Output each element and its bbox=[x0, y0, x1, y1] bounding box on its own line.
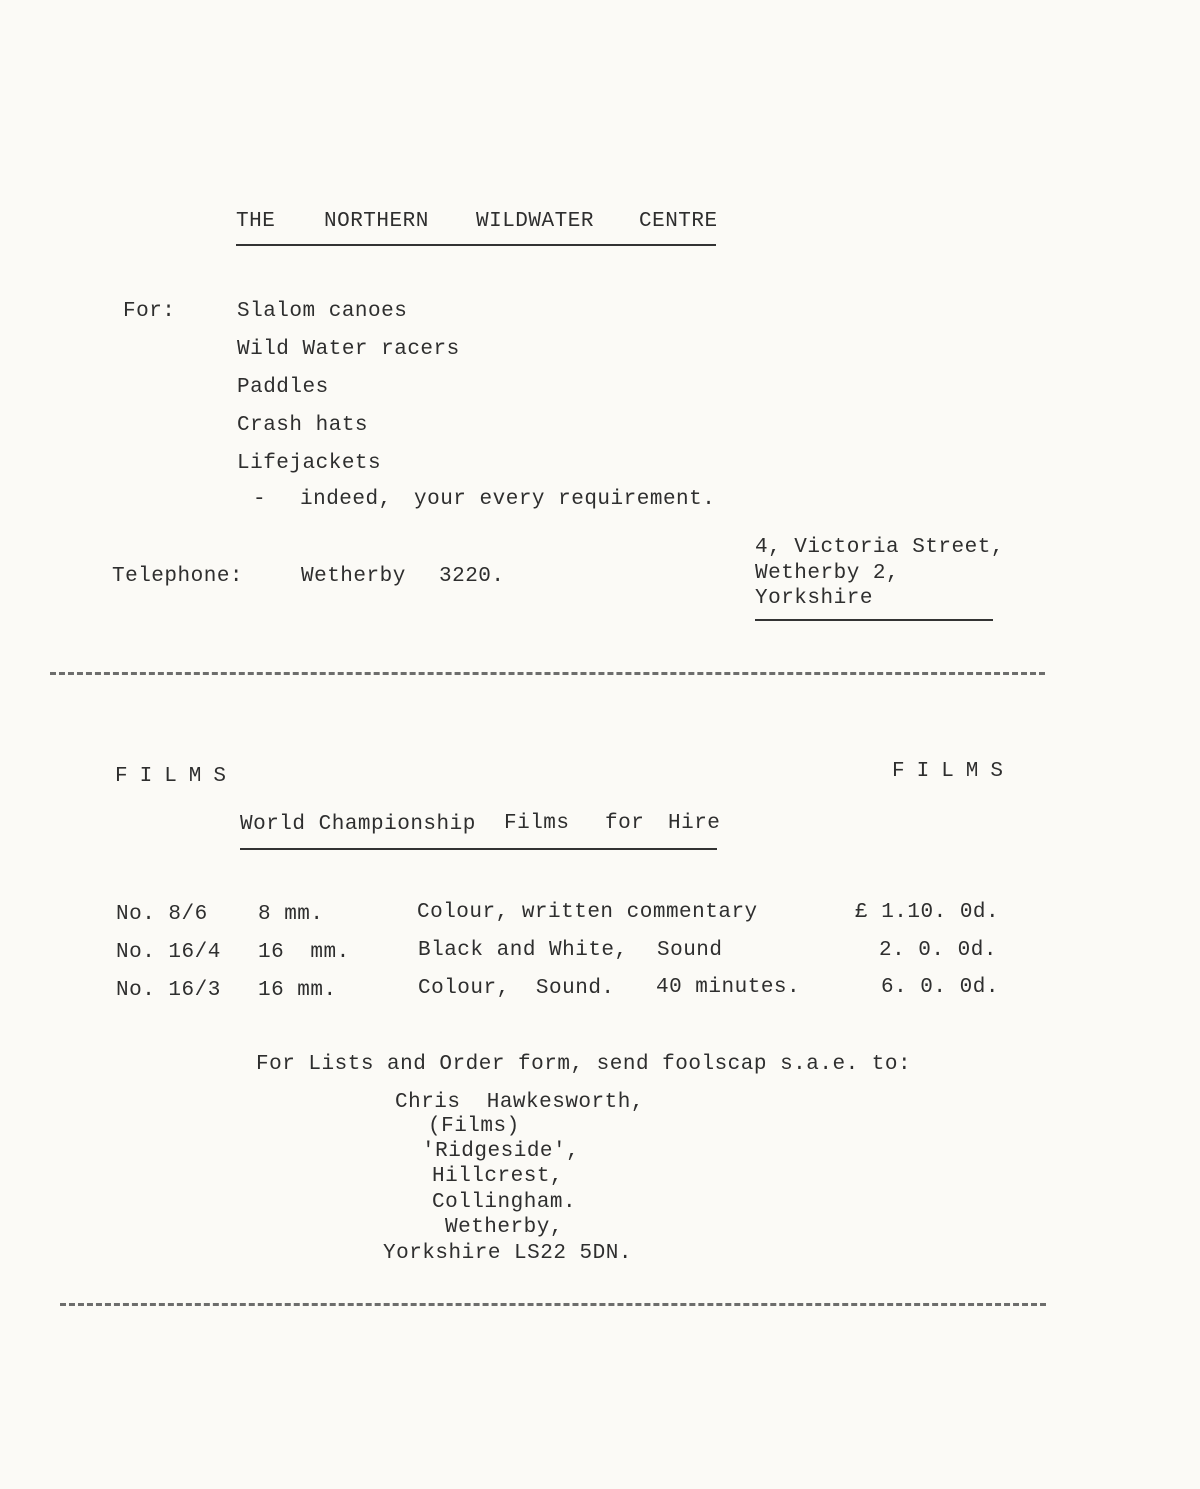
telephone-place: Wetherby bbox=[301, 565, 406, 588]
telephone-label: Telephone: bbox=[112, 565, 244, 588]
title-underline bbox=[236, 244, 716, 246]
film-row-1-price: £ 1.10. 0d. bbox=[855, 901, 1000, 924]
contact-line-1: Chris Hawkesworth, bbox=[395, 1091, 644, 1114]
address-underline bbox=[755, 619, 993, 621]
title-word-northern: NORTHERN bbox=[324, 210, 429, 233]
contact-line-4: Hillcrest, bbox=[432, 1165, 564, 1188]
title-word-wildwater: WILDWATER bbox=[476, 210, 594, 233]
films-header-right: FILMS bbox=[892, 760, 1016, 783]
film-row-1-no: No. 8/6 bbox=[116, 903, 208, 926]
contact-line-2: (Films) bbox=[428, 1115, 520, 1138]
film-row-3-extra: 40 minutes. bbox=[656, 976, 801, 999]
item-paddles: Paddles bbox=[237, 376, 329, 399]
title-word-centre: CENTRE bbox=[639, 210, 718, 233]
contact-line-7: Yorkshire LS22 5DN. bbox=[383, 1242, 632, 1265]
film-row-1-gauge: 8 mm. bbox=[258, 903, 324, 926]
subtitle-underline bbox=[240, 848, 717, 850]
contact-line-3: 'Ridgeside', bbox=[422, 1140, 580, 1163]
film-row-2-price: 2. 0. 0d. bbox=[879, 939, 997, 962]
address-line-1: 4, Victoria Street, bbox=[755, 536, 1004, 559]
for-label: For: bbox=[123, 300, 176, 323]
film-row-2-desc: Black and White, bbox=[418, 939, 628, 962]
tagline-indeed: indeed, bbox=[300, 488, 392, 511]
separator-bottom bbox=[60, 1303, 1046, 1306]
telephone-number: 3220. bbox=[439, 565, 505, 588]
film-row-3-desc: Colour, Sound. bbox=[418, 977, 615, 1000]
contact-line-6: Wetherby, bbox=[445, 1216, 563, 1239]
film-row-2-gauge: 16 mm. bbox=[258, 941, 350, 964]
film-row-2-extra: Sound bbox=[657, 939, 723, 962]
item-lifejackets: Lifejackets bbox=[237, 452, 382, 475]
subtitle-films: Films bbox=[504, 812, 570, 835]
item-slalom-canoes: Slalom canoes bbox=[237, 300, 408, 323]
films-header-left: FILMS bbox=[115, 765, 239, 788]
subtitle-for: for bbox=[605, 812, 645, 835]
film-row-2-no: No. 16/4 bbox=[116, 941, 221, 964]
subtitle-world-championship: World Championship bbox=[240, 813, 476, 836]
film-row-3-gauge: 16 mm. bbox=[258, 979, 337, 1002]
film-row-3-price: 6. 0. 0d. bbox=[881, 976, 999, 999]
separator-top bbox=[50, 672, 1045, 675]
address-line-3: Yorkshire bbox=[755, 587, 873, 610]
order-note: For Lists and Order form, send foolscap s.a.e. to: bbox=[256, 1053, 912, 1076]
tagline-requirement: your every requirement. bbox=[414, 488, 716, 511]
title-word-the: THE bbox=[236, 210, 276, 233]
item-wild-water-racers: Wild Water racers bbox=[237, 338, 460, 361]
tagline-dash: - bbox=[253, 488, 267, 511]
film-row-1-desc: Colour, written commentary bbox=[417, 901, 758, 924]
film-row-3-no: No. 16/3 bbox=[116, 979, 221, 1002]
address-line-2: Wetherby 2, bbox=[755, 562, 900, 585]
contact-line-5: Collingham. bbox=[432, 1191, 577, 1214]
subtitle-hire: Hire bbox=[668, 812, 721, 835]
item-crash-hats: Crash hats bbox=[237, 414, 369, 437]
